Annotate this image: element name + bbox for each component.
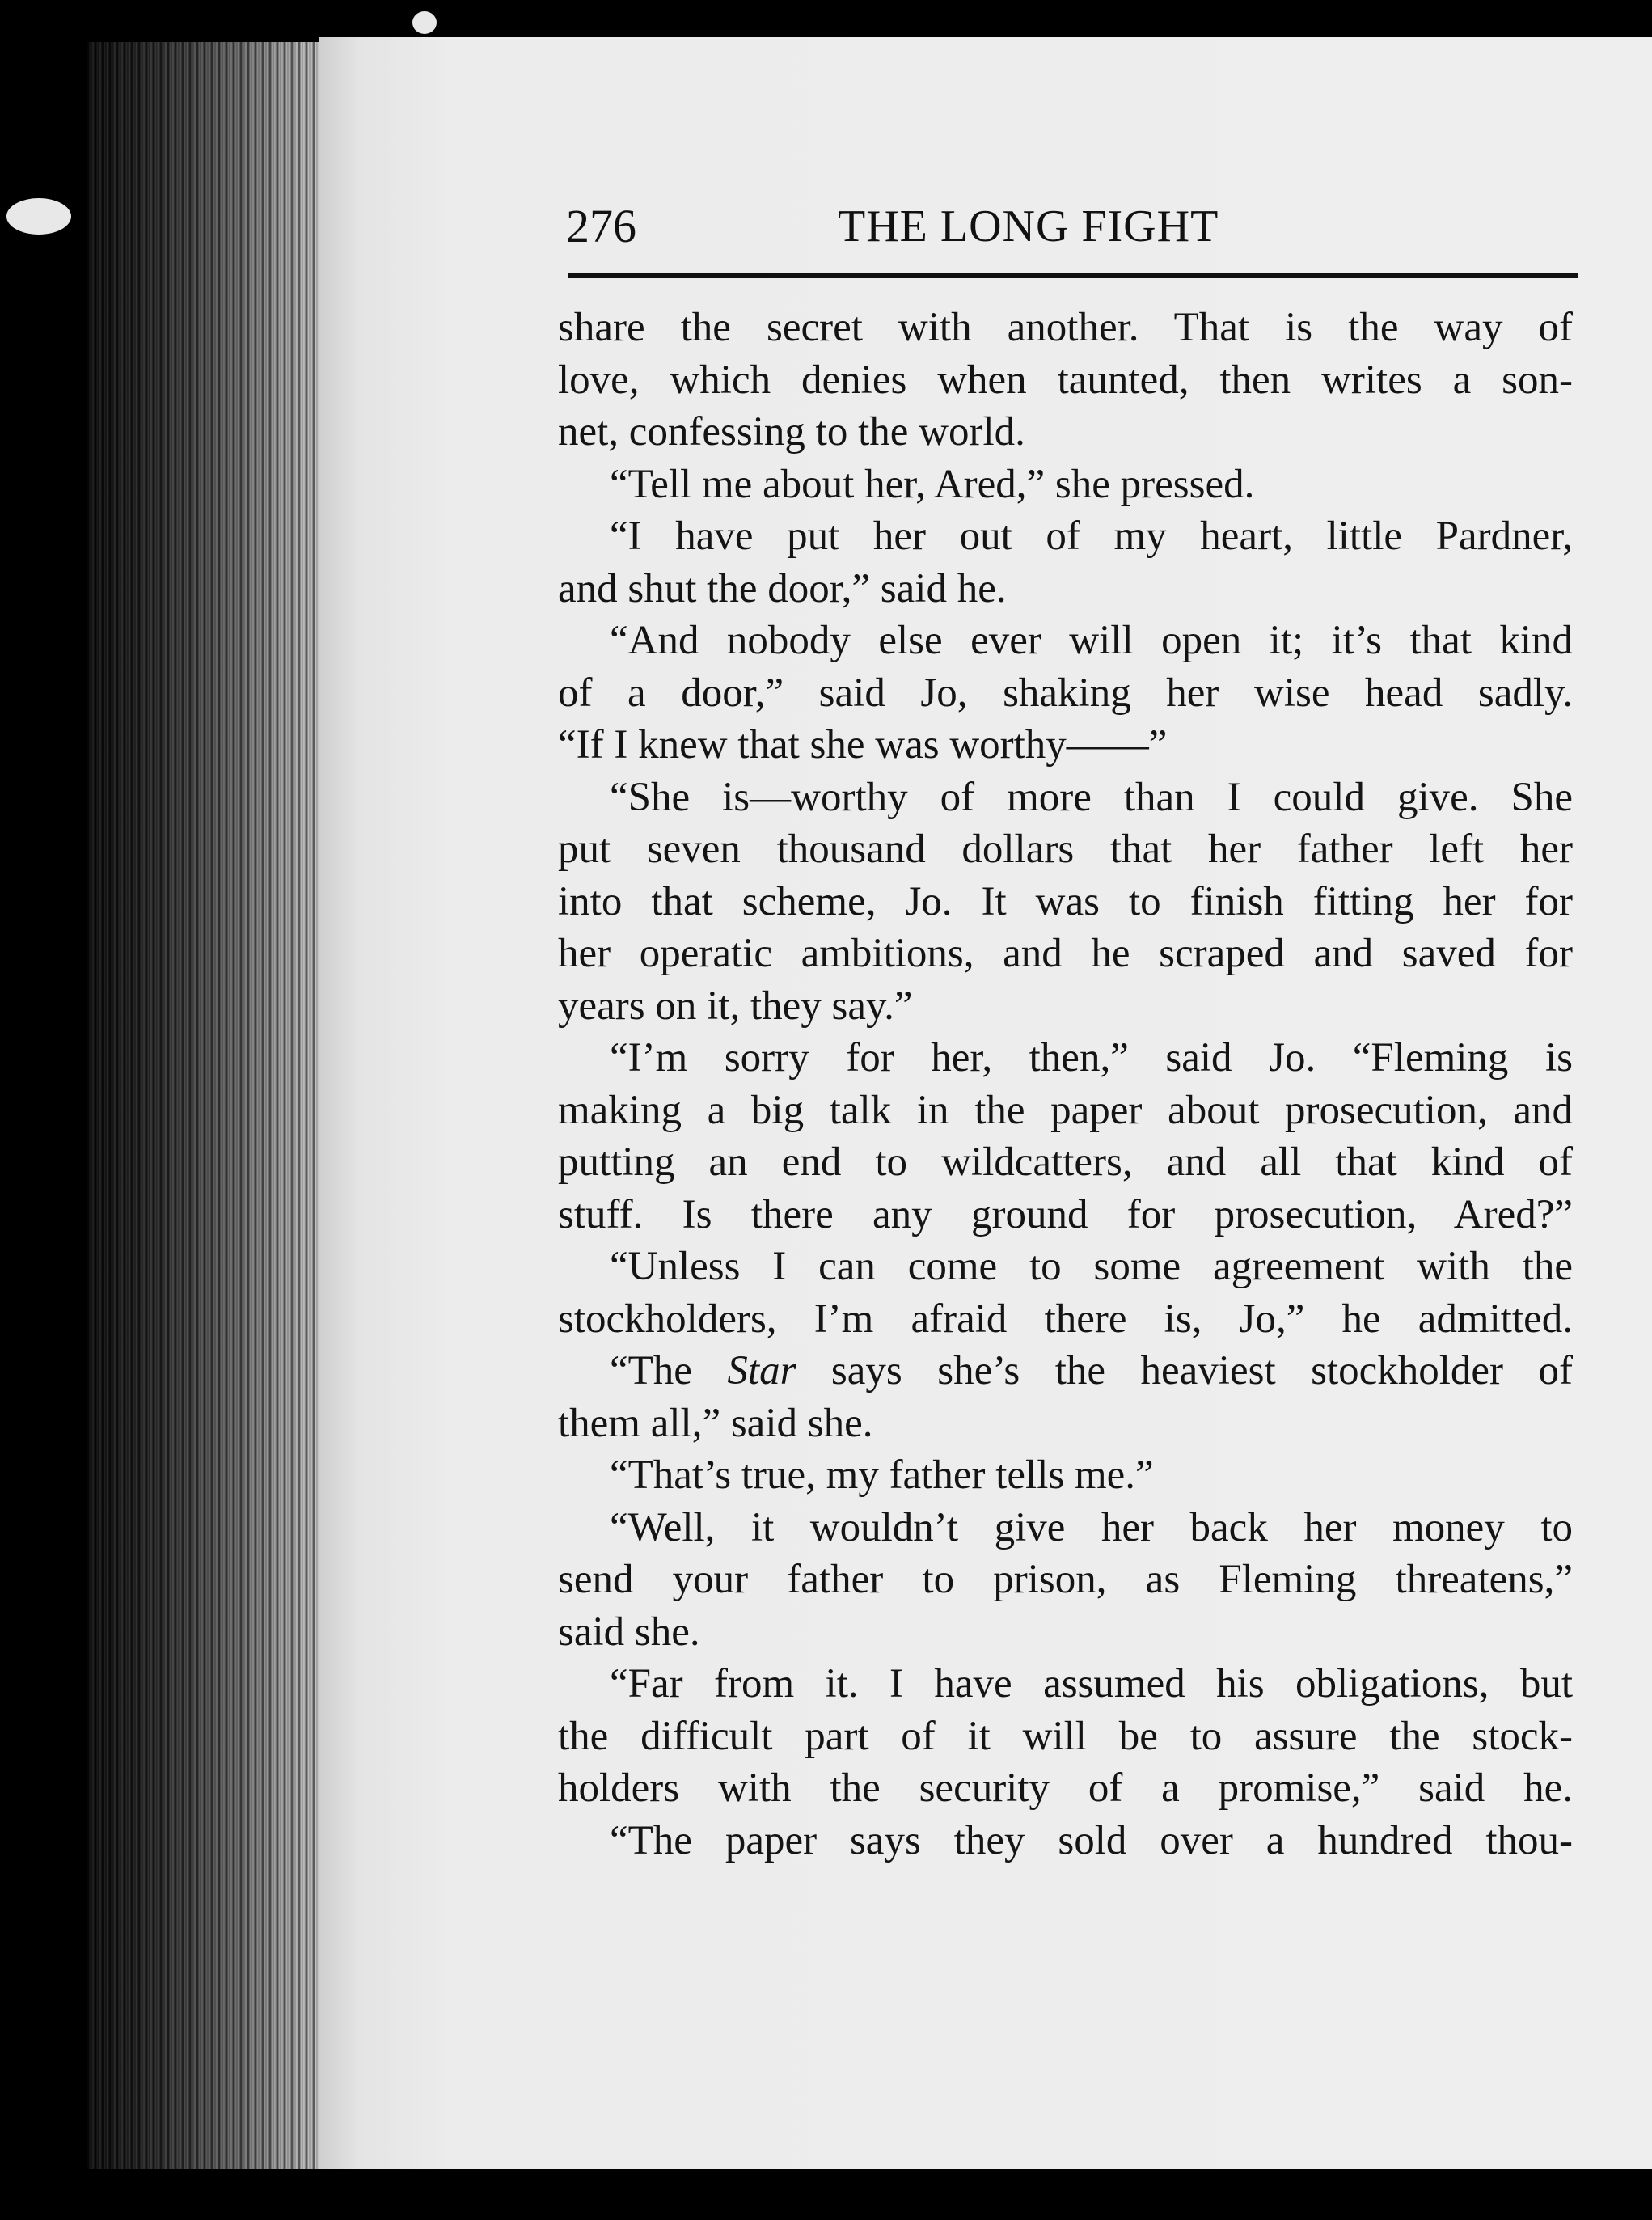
text-line: years on it, they say.” <box>558 983 913 1029</box>
text-line: put seven thousand dollars that her father left her <box>558 827 1573 872</box>
text-line: share the secret with another. That is the way of <box>558 305 1573 350</box>
text-segment: “The <box>610 1348 728 1393</box>
text-line: “I’m sorry for her, then,” said Jo. “Fleming is <box>610 1035 1573 1080</box>
text-line: making a big talk in the paper about prosecution, and <box>558 1087 1573 1133</box>
scan-top-border <box>0 0 1652 40</box>
book-page-edges <box>87 42 346 2169</box>
page-number: 276 <box>566 200 636 252</box>
text-line: them all,” said she. <box>558 1400 873 1446</box>
text-line: “Unless I can come to some agreement with the <box>610 1244 1573 1289</box>
text-line: “I have put her out of my heart, little Pardner, <box>610 514 1573 559</box>
body-text <box>558 302 1573 1867</box>
text-line: net, confessing to the world. <box>558 409 1025 455</box>
dust-speck <box>412 11 437 34</box>
text-line: “If I knew that she was worthy——” <box>558 722 1168 767</box>
text-line: “Tell me about her, Ared,” she pressed. <box>610 461 1255 507</box>
page-header <box>566 198 1577 263</box>
text-line: said she. <box>558 1609 700 1655</box>
text-line: and shut the door,” said he. <box>558 565 1007 611</box>
text-line: into that scheme, Jo. It was to finish fitting her for <box>558 878 1573 924</box>
text-line: of a door,” said Jo, shaking her wise head sadly. <box>558 670 1573 716</box>
text-segment: says she’s the heaviest stockholder of <box>796 1348 1574 1393</box>
text-line: “And nobody else ever will open it; it’s that kind <box>610 618 1573 663</box>
text-line: the difficult part of it will be to assure the stock- <box>558 1713 1573 1759</box>
scan-left-shadow <box>0 0 97 2220</box>
dust-speck <box>6 198 71 235</box>
text-line: “That’s true, my father tells me.” <box>610 1453 1154 1498</box>
running-title: THE LONG FIGHT <box>838 201 1219 252</box>
text-line: stockholders, I’m afraid there is, Jo,” he admitted. <box>558 1296 1573 1342</box>
text-line: “The paper says they sold over a hundred thou- <box>610 1817 1573 1863</box>
text-line: send your father to prison, as Fleming threatens,” <box>558 1557 1573 1602</box>
text-line: “She is—worthy of more than I could give. She <box>610 774 1573 820</box>
text-line: love, which denies when taunted, then writes a son- <box>558 357 1573 403</box>
text-line: “Well, it wouldn’t give her back her money to <box>610 1504 1573 1550</box>
italic-newspaper-name: Star <box>727 1348 796 1393</box>
text-line: putting an end to wildcatters, and all that kind of <box>558 1140 1573 1185</box>
header-rule <box>568 273 1578 278</box>
text-line: stuff. Is there any ground for prosecution, Ared?” <box>558 1191 1573 1237</box>
text-line: “Far from it. I have assumed his obligations, but <box>610 1661 1573 1706</box>
text-line: holders with the security of a promise,” said he. <box>558 1765 1573 1811</box>
text-line <box>558 1345 1573 1398</box>
scan-bottom-border <box>0 2169 1652 2220</box>
text-line: her operatic ambitions, and he scraped and saved for <box>558 931 1573 976</box>
